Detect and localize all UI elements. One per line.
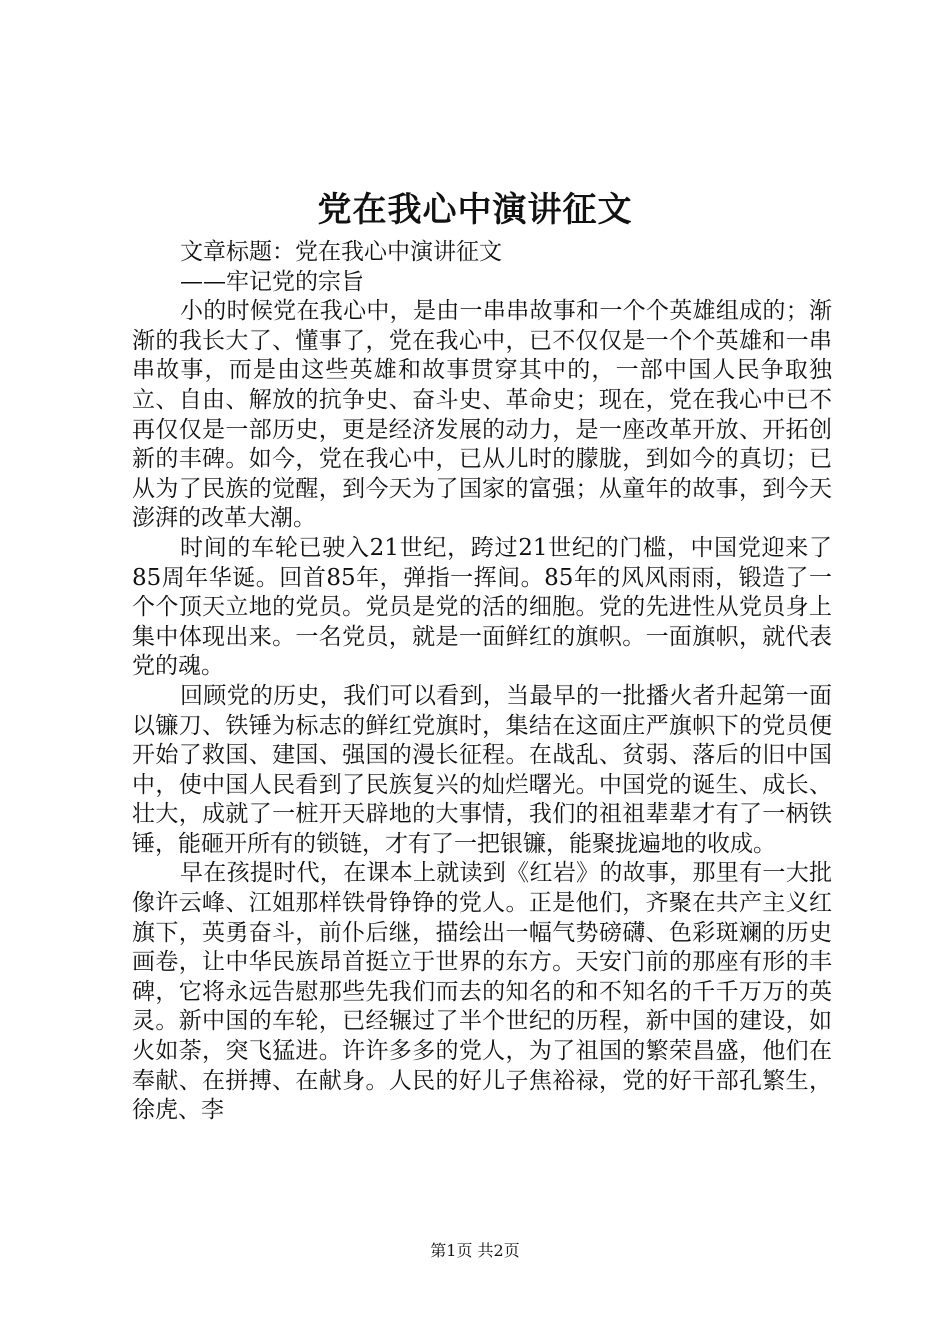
paragraph-4: 早在孩提时代，在课本上就读到《红岩》的故事，那里有一大批像许云峰、江姐那样铁骨铮铮的党人。正是他们，齐聚在共产主义红旗下，英勇奋斗，前仆后继，描绘出一幅气势磅礴、色彩斑斓的历史画卷，让中华民族昂首挺立于世界的东方。天安门前的那座有形的丰碑，它将永远告慰那些先我们而去的知名的和不知名的千千万万的英灵。新中国的车轮，已经辗过了半个世纪的历程，新中国的建设，如火如荼，突飞猛进。许许多多的党人，为了祖国的繁荣昌盛，他们在奉献、在拼搏、在献身。人民的好儿子焦裕禄，党的好干部孔繁生，徐虎、李	[132, 860, 832, 1124]
paragraph-2: 时间的车轮已驶入21世纪，跨过21世纪的门槛，中国党迎来了85周年华诞。回首85年，弹指一挥间。85年的风风雨雨，锻造了一个个顶天立地的党员。党员是党的活的细胞。党的先进性从党员身上集中体现出来。一名党员，就是一面鲜红的旗帜。一面旗帜，就代表党的魂。	[132, 534, 832, 680]
paragraph-3: 回顾党的历史，我们可以看到，当最早的一批播火者升起第一面以镰刀、铁锤为标志的鲜红党旗时，集结在这面庄严旗帜下的党员便开始了救国、建国、强国的漫长征程。在战乱、贫弱、落后的旧中国中，使中国人民看到了民族复兴的灿烂曙光。中国党的诞生、成长、壮大，成就了一桩开天辟地的大事情，我们的祖祖辈辈才有了一柄铁锤，能砸开所有的锁链，才有了一把银镰，能聚拢遍地的收成。	[132, 682, 832, 857]
article-title-line: 文章标题：党在我心中演讲征文	[180, 239, 502, 265]
document-body	[132, 238, 832, 1126]
page-footer: 第1页 共2页	[430, 1241, 520, 1260]
paragraph-1: 小的时候党在我心中，是由一串串故事和一个个英雄组成的；渐渐的我长大了、懂事了，党在我心中，已不仅仅是一个个英雄和一串串故事，而是由这些英雄和故事贯穿其中的，一部中国人民争取独立、自由、解放的抗争史、奋斗史、革命史；现在，党在我心中已不再仅仅是一部历史，更是经济发展的动力，是一座改革开放、开拓创新的丰碑。如今，党在我心中，已从儿时的朦胧，到如今的真切；已从为了民族的觉醒，到今天为了国家的富强；从童年的故事，到今天澎湃的改革大潮。	[132, 298, 832, 532]
document-title: 党在我心中演讲征文	[317, 190, 633, 230]
subtitle-line: ——牢记党的宗旨	[180, 268, 364, 295]
